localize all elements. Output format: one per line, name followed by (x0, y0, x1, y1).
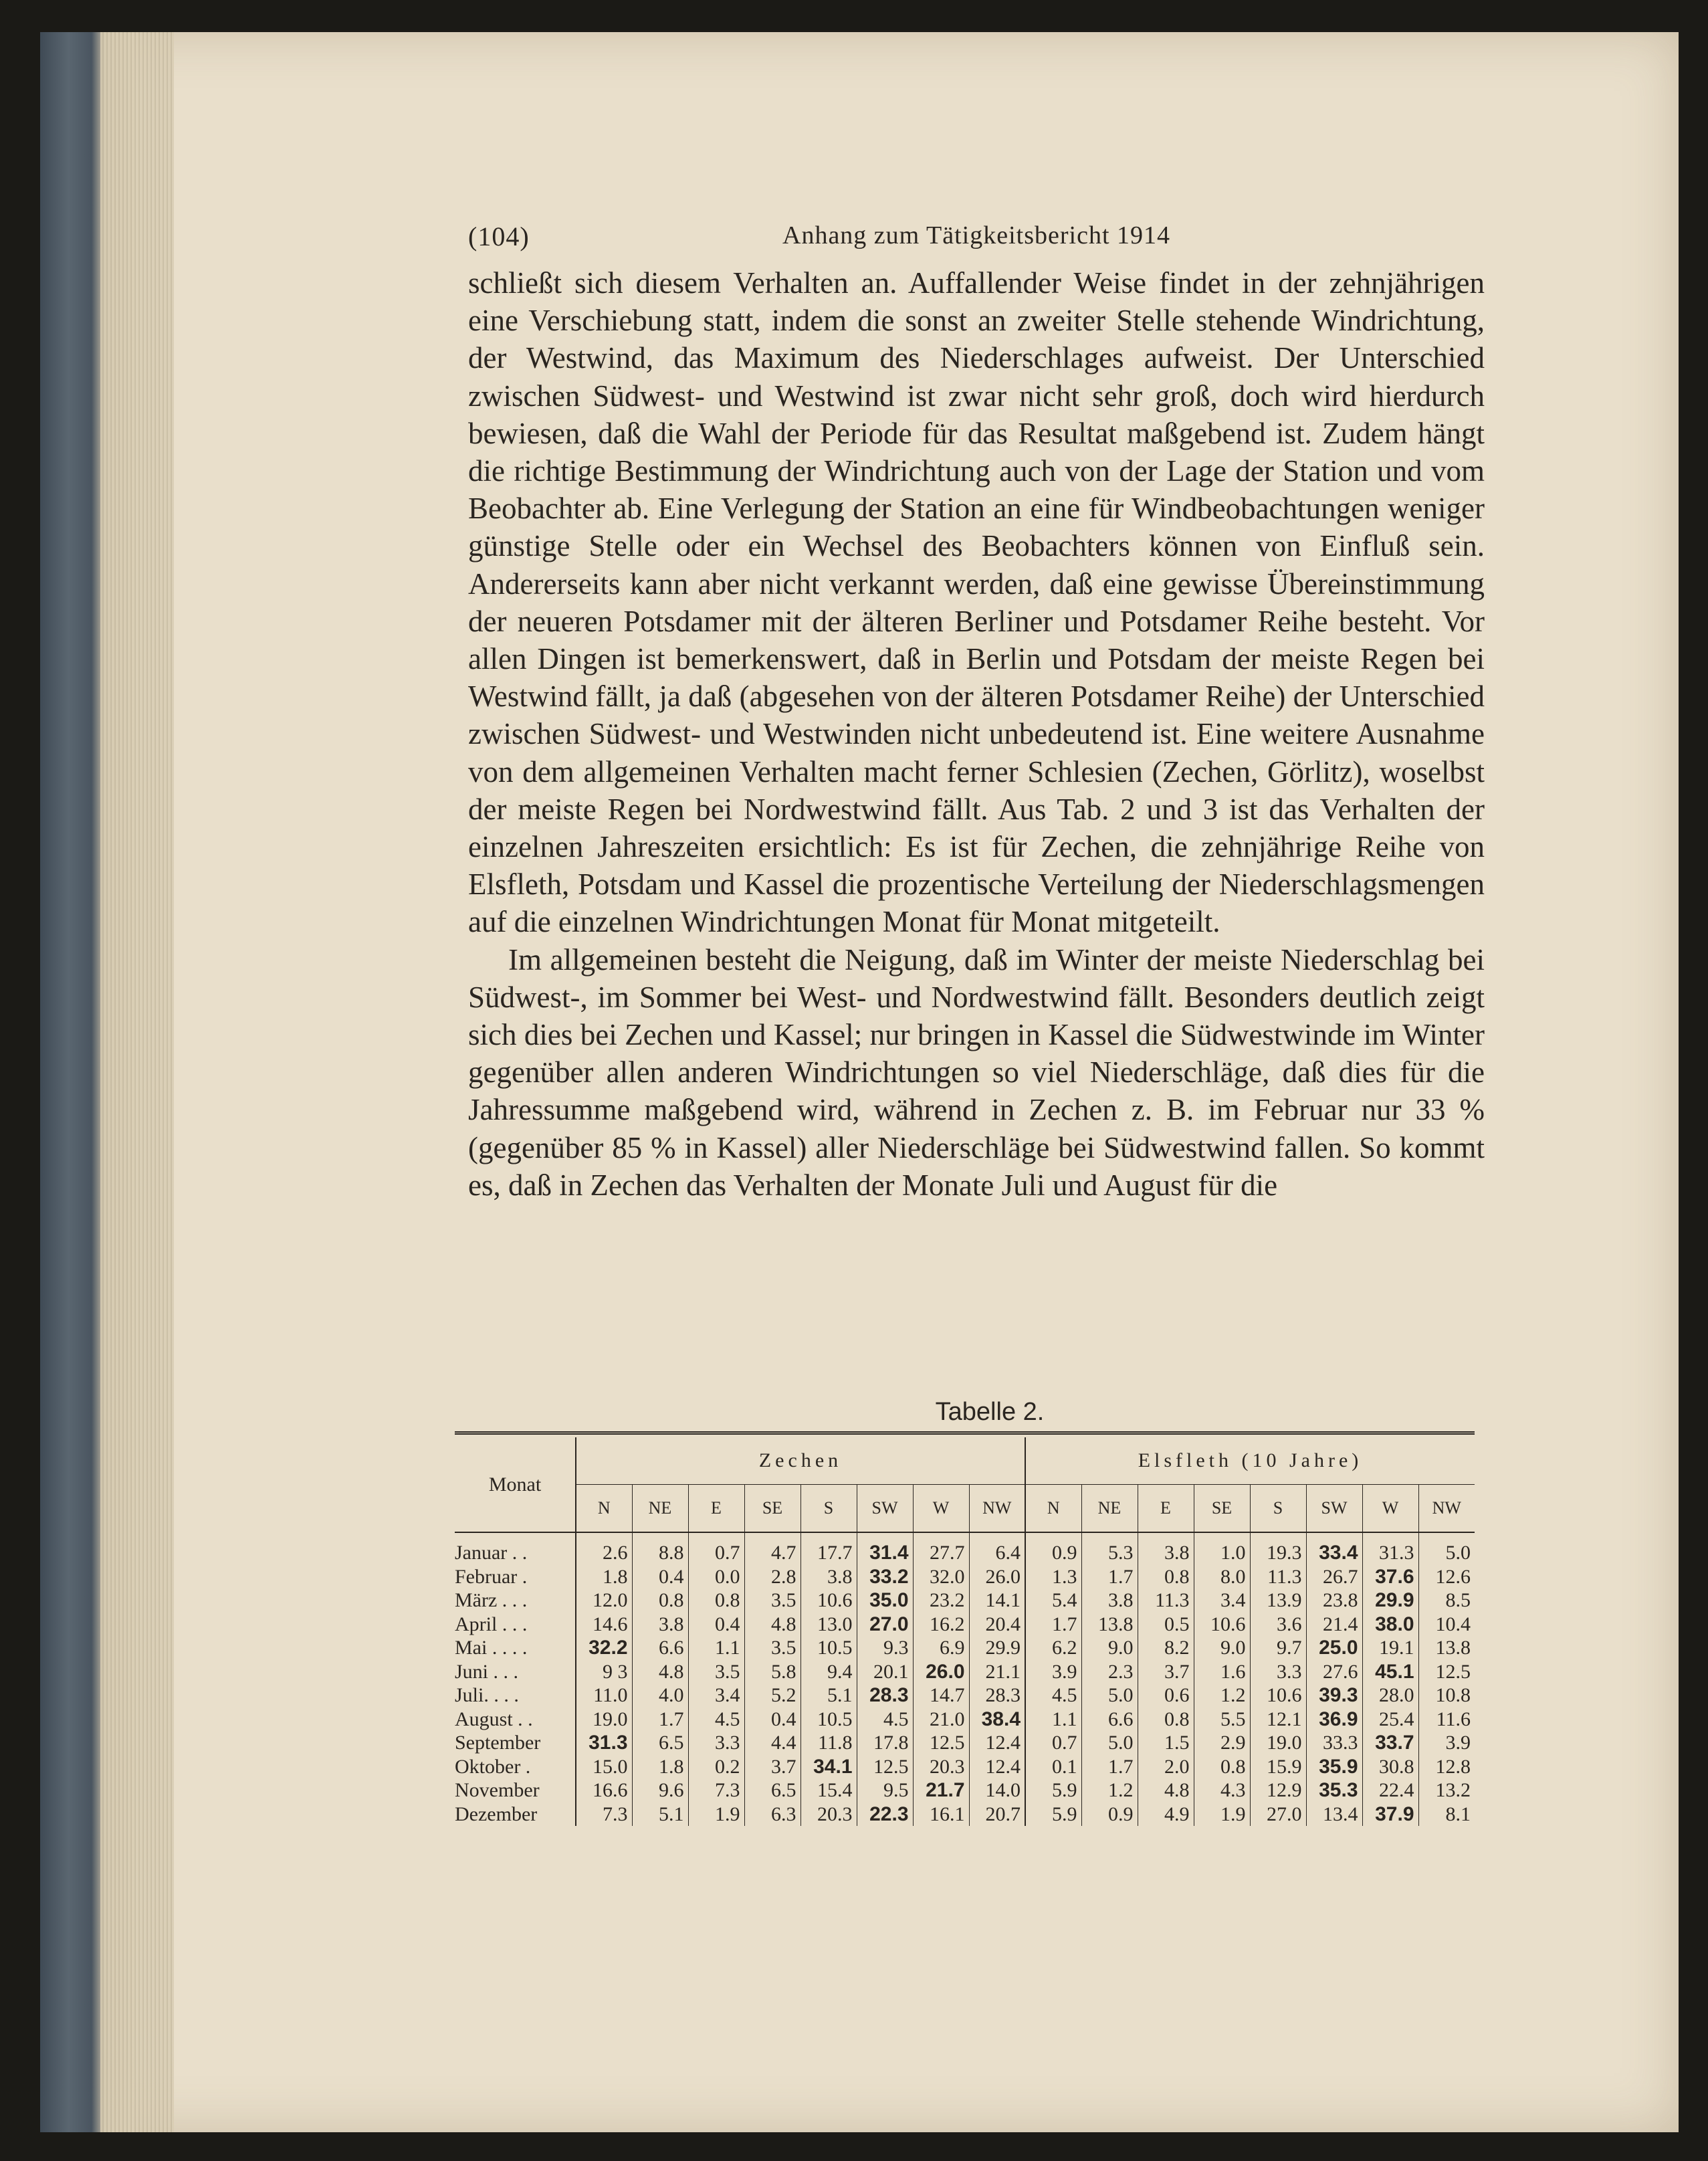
cell-zechen-sw: 35.0 (857, 1588, 913, 1613)
cell-zechen-s: 20.3 (800, 1803, 857, 1827)
running-title: Anhang zum Tätigkeitsbericht 1914 (782, 221, 1171, 249)
cell-zechen-s: 13.0 (800, 1613, 857, 1637)
cell-elsfleth-sw: 35.9 (1306, 1755, 1362, 1779)
month-cell: Oktober . (455, 1755, 576, 1779)
cell-elsfleth-ne: 0.9 (1081, 1803, 1138, 1827)
cell-zechen-se: 0.4 (744, 1708, 800, 1732)
cell-zechen-s: 9.4 (800, 1660, 857, 1684)
cell-zechen-sw: 22.3 (857, 1803, 913, 1827)
cell-zechen-ne: 6.5 (632, 1731, 688, 1755)
cell-zechen-sw: 20.1 (857, 1660, 913, 1684)
paragraph-1: schließt sich diesem Verhalten an. Auffallender Weise findet in der zehnjährigen eine Verschiebung statt, indem die sonst an zweiter Stelle stehende Windrichtung, der Westwind, das Maximum des Niederschlages aufweist. Der Unterschied zwischen Südwest- und Westwind ist zwar nicht sehr groß, doch wird hierdurch bewiesen, daß die Wahl der Periode für das Resultat maßgebend ist. Zudem hängt die richtige Bestimmung der Windrichtung auch von der Lage der Station und vom Beobachter ab. Eine Verlegung der Station an eine für Windbeobachtungen weniger günstige Stelle oder ein Wechsel des Beobachters können von Einfluß sein. Andererseits kann aber nicht verkannt werden, daß eine gewisse Übereinstimmung der neueren Potsdamer mit der älteren Berliner und Potsdamer Reihe besteht. Vor allen Dingen ist bemerkenswert, daß in Berlin und Potsdam der meiste Regen bei Westwind fällt, ja daß (abgesehen von der älteren Potsdamer Reihe) der Unterschied zwischen Südwest- und Westwinden nicht unbedeutend ist. Eine weitere Ausnahme von dem allgemeinen Verhalten macht ferner Schlesien (Zechen, Görlitz), woselbst der meiste Regen bei Nordwestwind fällt. Aus Tab. 2 und 3 ist das Verhalten der einzelnen Jahreszeiten ersichtlich: Es ist für Zechen, die zehnjährige Reihe von Elsfleth, Potsdam und Kassel die prozentische Verteilung der Niederschlagsmengen auf die einzelnen Windrichtungen Monat für Monat mitgeteilt. (468, 266, 1485, 939)
cell-zechen-ne: 9.6 (632, 1778, 688, 1803)
month-cell: Mai . . . . (455, 1636, 576, 1660)
cell-elsfleth-w: 19.1 (1362, 1636, 1418, 1660)
cell-zechen-nw: 21.1 (969, 1660, 1025, 1684)
cell-zechen-n: 7.3 (576, 1803, 632, 1827)
column-header-elsfleth-sw: SW (1306, 1485, 1362, 1533)
cell-elsfleth-ne: 13.8 (1081, 1613, 1138, 1637)
cell-zechen-n: 2.6 (576, 1532, 632, 1565)
cell-elsfleth-sw: 25.0 (1306, 1636, 1362, 1660)
cell-elsfleth-e: 4.9 (1138, 1803, 1194, 1827)
cell-elsfleth-n: 0.7 (1025, 1731, 1081, 1755)
cell-zechen-w: 12.5 (913, 1731, 969, 1755)
column-header-monat: Monat (455, 1437, 576, 1532)
cell-elsfleth-se: 5.5 (1194, 1708, 1250, 1732)
table-row (455, 1532, 1475, 1565)
cell-elsfleth-nw: 11.6 (1436, 1708, 1471, 1730)
cell-zechen-e: 3.5 (688, 1660, 744, 1684)
cell-elsfleth-se: 3.4 (1194, 1588, 1250, 1613)
month-cell: August . . (455, 1708, 576, 1732)
column-header-elsfleth-s: S (1250, 1485, 1306, 1533)
cell-zechen-se: 6.5 (744, 1778, 800, 1803)
cell-zechen-n: 11.0 (576, 1683, 632, 1708)
cell-zechen-w: 32.0 (913, 1565, 969, 1589)
cell-elsfleth-sw: 27.6 (1306, 1660, 1362, 1684)
cell-zechen-e: 0.0 (688, 1565, 744, 1589)
cell-zechen-w: 27.7 (913, 1532, 969, 1565)
cell-elsfleth-ne: 5.0 (1081, 1683, 1138, 1708)
cell-elsfleth-se: 4.3 (1194, 1778, 1250, 1803)
direction-header-row (455, 1485, 1475, 1533)
cell-zechen-n: 15.0 (576, 1755, 632, 1779)
cell-zechen-se: 6.3 (744, 1803, 800, 1827)
cell-zechen-s: 10.5 (800, 1708, 857, 1732)
cell-zechen-w: 23.2 (913, 1588, 969, 1613)
body-text (468, 264, 1485, 1204)
column-header-elsfleth-e: E (1138, 1485, 1194, 1533)
cell-zechen-ne: 0.4 (632, 1565, 688, 1589)
table-row (455, 1636, 1475, 1660)
cell-elsfleth-w: 45.1 (1362, 1660, 1418, 1684)
cell-elsfleth-sw: 33.3 (1306, 1731, 1362, 1755)
cell-elsfleth-se: 10.6 (1194, 1613, 1250, 1637)
cell-zechen-w: 20.3 (913, 1755, 969, 1779)
table-caption: Tabelle 2. (935, 1398, 1045, 1426)
cell-elsfleth-ne: 9.0 (1081, 1636, 1138, 1660)
cell-elsfleth-s: 9.7 (1250, 1636, 1306, 1660)
cell-elsfleth-w: 30.8 (1362, 1755, 1418, 1779)
cell-elsfleth-se: 1.2 (1194, 1683, 1250, 1708)
cell-elsfleth-n: 3.9 (1025, 1660, 1081, 1684)
cell-elsfleth-sw: 13.4 (1306, 1803, 1362, 1827)
cell-elsfleth-ne: 6.6 (1081, 1708, 1138, 1732)
cell-elsfleth-w: 33.7 (1362, 1731, 1418, 1755)
cell-zechen-se: 4.8 (744, 1613, 800, 1637)
cell-elsfleth-sw: 36.9 (1306, 1708, 1362, 1732)
cell-zechen-e: 0.8 (688, 1588, 744, 1613)
cell-zechen-n: 32.2 (576, 1636, 632, 1660)
cell-elsfleth-se: 8.0 (1194, 1565, 1250, 1589)
cell-zechen-se: 4.7 (744, 1532, 800, 1565)
cell-zechen-sw: 17.8 (857, 1731, 913, 1755)
column-header-zechen-nw: NW (969, 1485, 1025, 1533)
cell-elsfleth-se: 9.0 (1194, 1636, 1250, 1660)
cell-zechen-ne: 0.8 (632, 1588, 688, 1613)
cell-elsfleth-se: 1.6 (1194, 1660, 1250, 1684)
page-edges (100, 32, 174, 2132)
table-row (455, 1803, 1475, 1827)
cell-elsfleth-n: 5.9 (1025, 1803, 1081, 1827)
cell-elsfleth-w: 38.0 (1362, 1613, 1418, 1637)
cell-zechen-s: 11.8 (800, 1731, 857, 1755)
cell-elsfleth-n: 5.9 (1025, 1778, 1081, 1803)
cell-elsfleth-n: 0.9 (1025, 1532, 1081, 1565)
cell-zechen-ne: 3.8 (632, 1613, 688, 1637)
cell-elsfleth-e: 0.8 (1138, 1708, 1194, 1732)
cell-elsfleth-sw: 33.4 (1306, 1532, 1362, 1565)
cell-elsfleth-nw: 5.0 (1445, 1542, 1471, 1564)
cell-elsfleth-e: 11.3 (1138, 1588, 1194, 1613)
cell-elsfleth-s: 19.3 (1250, 1532, 1306, 1565)
month-cell: Juli. . . . (455, 1683, 576, 1708)
cell-zechen-e: 4.5 (688, 1708, 744, 1732)
cell-zechen-n: 14.6 (576, 1613, 632, 1637)
table-row (455, 1683, 1475, 1708)
cell-zechen-ne: 4.0 (632, 1683, 688, 1708)
cell-zechen-se: 5.2 (744, 1683, 800, 1708)
cell-elsfleth-nw: 13.8 (1435, 1637, 1471, 1659)
cell-elsfleth-nw: 3.9 (1445, 1732, 1471, 1754)
month-cell: Juni . . . (455, 1660, 576, 1684)
table-row (455, 1565, 1475, 1589)
cell-elsfleth-s: 12.1 (1250, 1708, 1306, 1732)
table-body (455, 1532, 1475, 1826)
month-cell: Januar . . (455, 1532, 576, 1565)
cell-zechen-w: 26.0 (913, 1660, 969, 1684)
cell-zechen-sw: 4.5 (857, 1708, 913, 1732)
cell-elsfleth-s: 3.3 (1250, 1660, 1306, 1684)
cell-elsfleth-w: 37.9 (1362, 1803, 1418, 1827)
cell-elsfleth-w: 37.6 (1362, 1565, 1418, 1589)
month-cell: September (455, 1731, 576, 1755)
cell-zechen-w: 16.2 (913, 1613, 969, 1637)
cell-zechen-se: 5.8 (744, 1660, 800, 1684)
cell-zechen-s: 15.4 (800, 1778, 857, 1803)
cell-zechen-nw: 28.3 (969, 1683, 1025, 1708)
cell-zechen-n: 12.0 (576, 1588, 632, 1613)
table-row (455, 1778, 1475, 1803)
cell-elsfleth-nw: 10.8 (1435, 1684, 1471, 1706)
cell-zechen-s: 17.7 (800, 1532, 857, 1565)
cell-elsfleth-s: 27.0 (1250, 1803, 1306, 1827)
column-header-zechen-se: SE (744, 1485, 800, 1533)
cell-zechen-e: 7.3 (688, 1778, 744, 1803)
cell-elsfleth-w: 31.3 (1362, 1532, 1418, 1565)
cell-zechen-nw: 12.4 (969, 1731, 1025, 1755)
cell-elsfleth-w: 25.4 (1362, 1708, 1418, 1732)
table-row (455, 1660, 1475, 1684)
column-header-elsfleth-se: SE (1194, 1485, 1250, 1533)
cell-zechen-sw: 9.5 (857, 1778, 913, 1803)
month-cell: November (455, 1778, 576, 1803)
cell-zechen-w: 21.0 (913, 1708, 969, 1732)
cell-elsfleth-s: 3.6 (1250, 1613, 1306, 1637)
table-row (455, 1588, 1475, 1613)
column-header-elsfleth-nw: NW (1418, 1485, 1475, 1533)
cell-elsfleth-ne: 5.3 (1081, 1532, 1138, 1565)
cell-elsfleth-ne: 1.7 (1081, 1565, 1138, 1589)
cell-zechen-nw: 20.7 (969, 1803, 1025, 1827)
cell-zechen-se: 3.7 (744, 1755, 800, 1779)
cell-elsfleth-s: 13.9 (1250, 1588, 1306, 1613)
cell-zechen-w: 16.1 (913, 1803, 969, 1827)
column-header-elsfleth-ne: NE (1081, 1485, 1138, 1533)
cell-zechen-s: 10.6 (800, 1588, 857, 1613)
table-row (455, 1708, 1475, 1732)
cell-elsfleth-ne: 2.3 (1081, 1660, 1138, 1684)
cell-zechen-n: 9 3 (576, 1660, 632, 1684)
cell-elsfleth-n: 1.1 (1025, 1708, 1081, 1732)
table-row (455, 1755, 1475, 1779)
cell-zechen-sw: 12.5 (857, 1755, 913, 1779)
cell-elsfleth-e: 0.5 (1138, 1613, 1194, 1637)
cell-elsfleth-nw: 10.4 (1435, 1613, 1471, 1635)
cell-elsfleth-e: 3.8 (1138, 1532, 1194, 1565)
cell-zechen-ne: 1.8 (632, 1755, 688, 1779)
cell-elsfleth-n: 4.5 (1025, 1683, 1081, 1708)
cell-elsfleth-sw: 23.8 (1306, 1588, 1362, 1613)
data-table (455, 1437, 1475, 1826)
cell-zechen-e: 3.4 (688, 1683, 744, 1708)
cell-elsfleth-se: 1.0 (1194, 1532, 1250, 1565)
cell-zechen-ne: 8.8 (632, 1532, 688, 1565)
cell-elsfleth-e: 4.8 (1138, 1778, 1194, 1803)
column-header-elsfleth-w: W (1362, 1485, 1418, 1533)
table-row (455, 1613, 1475, 1637)
cell-elsfleth-s: 10.6 (1250, 1683, 1306, 1708)
cell-elsfleth-sw: 21.4 (1306, 1613, 1362, 1637)
cell-zechen-nw: 29.9 (969, 1636, 1025, 1660)
cell-elsfleth-nw: 13.2 (1435, 1779, 1471, 1801)
cell-elsfleth-e: 2.0 (1138, 1755, 1194, 1779)
cell-elsfleth-w: 29.9 (1362, 1588, 1418, 1613)
cell-elsfleth-e: 1.5 (1138, 1731, 1194, 1755)
cell-zechen-w: 14.7 (913, 1683, 969, 1708)
cell-zechen-sw: 33.2 (857, 1565, 913, 1589)
cell-zechen-se: 2.8 (744, 1565, 800, 1589)
column-header-elsfleth-n: N (1025, 1485, 1081, 1533)
cell-elsfleth-sw: 39.3 (1306, 1683, 1362, 1708)
column-header-zechen-s: S (800, 1485, 857, 1533)
month-cell: Dezember (455, 1803, 576, 1827)
cell-zechen-w: 6.9 (913, 1636, 969, 1660)
data-table-wrapper (455, 1431, 1475, 1826)
cell-zechen-s: 3.8 (800, 1565, 857, 1589)
cell-elsfleth-w: 22.4 (1362, 1778, 1418, 1803)
cell-elsfleth-s: 11.3 (1250, 1565, 1306, 1589)
cell-zechen-sw: 9.3 (857, 1636, 913, 1660)
cell-elsfleth-ne: 1.7 (1081, 1755, 1138, 1779)
cell-zechen-e: 0.2 (688, 1755, 744, 1779)
cell-zechen-ne: 6.6 (632, 1636, 688, 1660)
cell-elsfleth-n: 1.3 (1025, 1565, 1081, 1589)
cell-zechen-nw: 14.0 (969, 1778, 1025, 1803)
cell-elsfleth-nw: 12.6 (1435, 1565, 1471, 1588)
cell-zechen-e: 3.3 (688, 1731, 744, 1755)
cell-zechen-sw: 27.0 (857, 1613, 913, 1637)
cell-elsfleth-ne: 3.8 (1081, 1588, 1138, 1613)
cell-zechen-nw: 38.4 (969, 1708, 1025, 1732)
cell-elsfleth-e: 0.8 (1138, 1565, 1194, 1589)
cell-elsfleth-n: 5.4 (1025, 1588, 1081, 1613)
cell-zechen-nw: 14.1 (969, 1588, 1025, 1613)
month-cell: April . . . (455, 1613, 576, 1637)
cell-zechen-ne: 5.1 (632, 1803, 688, 1827)
cell-zechen-nw: 12.4 (969, 1755, 1025, 1779)
cell-zechen-s: 5.1 (800, 1683, 857, 1708)
cell-zechen-nw: 6.4 (969, 1532, 1025, 1565)
cell-elsfleth-se: 1.9 (1194, 1803, 1250, 1827)
column-header-zechen-n: N (576, 1485, 632, 1533)
cell-zechen-se: 3.5 (744, 1636, 800, 1660)
cell-zechen-nw: 20.4 (969, 1613, 1025, 1637)
cell-zechen-ne: 4.8 (632, 1660, 688, 1684)
cell-elsfleth-s: 15.9 (1250, 1755, 1306, 1779)
cell-zechen-se: 4.4 (744, 1731, 800, 1755)
cell-elsfleth-e: 8.2 (1138, 1636, 1194, 1660)
cell-zechen-sw: 31.4 (857, 1532, 913, 1565)
cell-zechen-ne: 1.7 (632, 1708, 688, 1732)
cell-elsfleth-w: 28.0 (1362, 1683, 1418, 1708)
cell-zechen-sw: 28.3 (857, 1683, 913, 1708)
group-header-zechen: Zechen (576, 1437, 1025, 1485)
cell-elsfleth-nw: 8.1 (1445, 1803, 1471, 1825)
cell-elsfleth-n: 0.1 (1025, 1755, 1081, 1779)
cell-zechen-e: 1.1 (688, 1636, 744, 1660)
group-header-elsfleth: Elsfleth (10 Jahre) (1025, 1437, 1475, 1485)
cell-elsfleth-se: 0.8 (1194, 1755, 1250, 1779)
cell-elsfleth-ne: 5.0 (1081, 1731, 1138, 1755)
cell-zechen-nw: 26.0 (969, 1565, 1025, 1589)
cell-zechen-s: 34.1 (800, 1755, 857, 1779)
cell-elsfleth-e: 0.6 (1138, 1683, 1194, 1708)
cell-zechen-w: 21.7 (913, 1778, 969, 1803)
cell-elsfleth-sw: 35.3 (1306, 1778, 1362, 1803)
paragraph-2: Im allgemeinen besteht die Neigung, daß im Winter der meiste Niederschlag bei Südwest-, im Sommer bei West- und Nordwestwind fällt. Besonders deutlich zeigt sich dies bei Zechen und Kassel; nur bringen in Kassel die Südwestwinde im Winter gegenüber allen anderen Windrichtungen so viel Niederschläge, daß dies für die Jahressumme maßgebend wird, während in Zechen z. B. im Februar nur 33 % (gegenüber 85 % in Kassel) aller Niederschläge bei Südwestwind fallen. So kommt es, daß in Zechen das Verhalten der Monate Juli und August für die (468, 942, 1485, 1202)
column-header-zechen-w: W (913, 1485, 969, 1533)
cell-zechen-s: 10.5 (800, 1636, 857, 1660)
cell-elsfleth-nw: 12.8 (1435, 1755, 1471, 1778)
cell-elsfleth-ne: 1.2 (1081, 1778, 1138, 1803)
month-cell: März . . . (455, 1588, 576, 1613)
cell-zechen-n: 1.8 (576, 1565, 632, 1589)
table-row (455, 1731, 1475, 1755)
cell-zechen-n: 19.0 (576, 1708, 632, 1732)
cell-elsfleth-s: 19.0 (1250, 1731, 1306, 1755)
cell-elsfleth-s: 12.9 (1250, 1778, 1306, 1803)
month-cell: Februar . (455, 1565, 576, 1589)
page-number: (104) (468, 221, 530, 251)
cell-zechen-n: 31.3 (576, 1731, 632, 1755)
cell-zechen-n: 16.6 (576, 1778, 632, 1803)
column-header-zechen-e: E (688, 1485, 744, 1533)
cell-elsfleth-sw: 26.7 (1306, 1565, 1362, 1589)
cell-zechen-e: 0.4 (688, 1613, 744, 1637)
cell-zechen-se: 3.5 (744, 1588, 800, 1613)
column-header-zechen-sw: SW (857, 1485, 913, 1533)
cell-elsfleth-nw: 8.5 (1445, 1589, 1471, 1611)
cell-elsfleth-se: 2.9 (1194, 1731, 1250, 1755)
cell-elsfleth-n: 6.2 (1025, 1636, 1081, 1660)
cell-zechen-e: 1.9 (688, 1803, 744, 1827)
cell-elsfleth-n: 1.7 (1025, 1613, 1081, 1637)
cell-elsfleth-e: 3.7 (1138, 1660, 1194, 1684)
cell-zechen-e: 0.7 (688, 1532, 744, 1565)
column-header-zechen-ne: NE (632, 1485, 688, 1533)
cell-elsfleth-nw: 12.5 (1435, 1660, 1471, 1683)
